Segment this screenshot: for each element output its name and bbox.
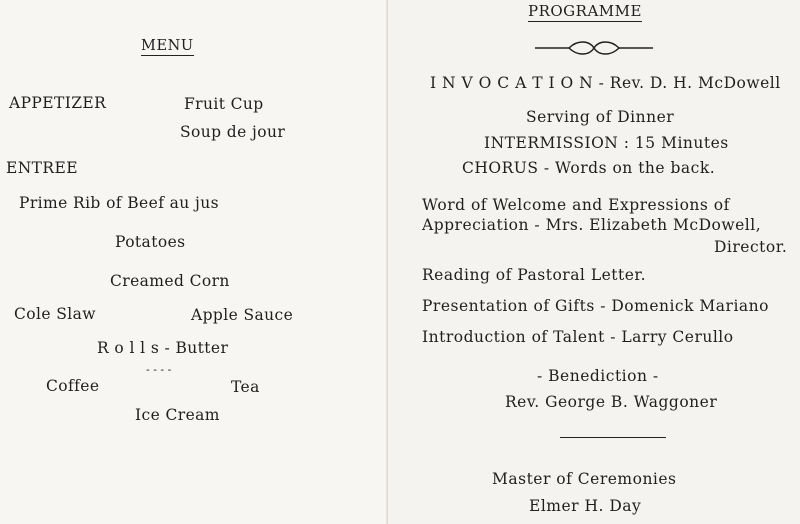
invocation-line: I N V O C A T I O N - Rev. D. H. McDowell [430, 74, 781, 92]
menu-item-coffee: Coffee [46, 377, 100, 395]
gifts-line: Presentation of Gifts - Domenick Mariano [422, 297, 769, 315]
welcome-line-1: Word of Welcome and Expressions of [422, 196, 730, 214]
pastoral-letter-line: Reading of Pastoral Letter. [422, 266, 647, 284]
ornament-flourish-icon [535, 38, 653, 58]
programme-title: PROGRAMME [528, 2, 642, 20]
intermission-line: INTERMISSION : 15 Minutes [484, 134, 729, 152]
serving-line: Serving of Dinner [526, 108, 675, 126]
menu-separator: - - - - [146, 363, 172, 376]
appetizer-label: APPETIZER [9, 94, 107, 112]
menu-item-soup: Soup de jour [180, 123, 286, 141]
menu-item-apple-sauce: Apple Sauce [191, 306, 294, 324]
menu-item-tea: Tea [231, 378, 260, 396]
menu-item-rolls-butter: R o l l s - Butter [97, 339, 229, 357]
benediction-label: - Benediction - [537, 367, 659, 385]
benediction-by: Rev. George B. Waggoner [505, 393, 718, 411]
menu-item-ice-cream: Ice Cream [135, 406, 220, 424]
menu-title: MENU [141, 38, 194, 54]
menu-item-potatoes: Potatoes [115, 233, 186, 251]
menu-item-prime-rib: Prime Rib of Beef au jus [19, 194, 219, 212]
welcome-line-3: Director. [714, 238, 788, 256]
entree-label: ENTREE [6, 159, 78, 177]
mc-name: Elmer H. Day [529, 497, 642, 515]
divider-rule [560, 437, 666, 438]
menu-item-creamed-corn: Creamed Corn [110, 272, 230, 290]
menu-item-cole-slaw: Cole Slaw [14, 305, 96, 323]
welcome-line-2: Appreciation - Mrs. Elizabeth McDowell, [422, 216, 762, 234]
menu-item-fruit-cup: Fruit Cup [184, 95, 264, 113]
mc-label: Master of Ceremonies [492, 470, 677, 488]
programme-page [388, 0, 800, 524]
chorus-line: CHORUS - Words on the back. [462, 159, 716, 177]
menu-page [0, 0, 388, 524]
talent-line: Introduction of Talent - Larry Cerullo [422, 328, 734, 346]
